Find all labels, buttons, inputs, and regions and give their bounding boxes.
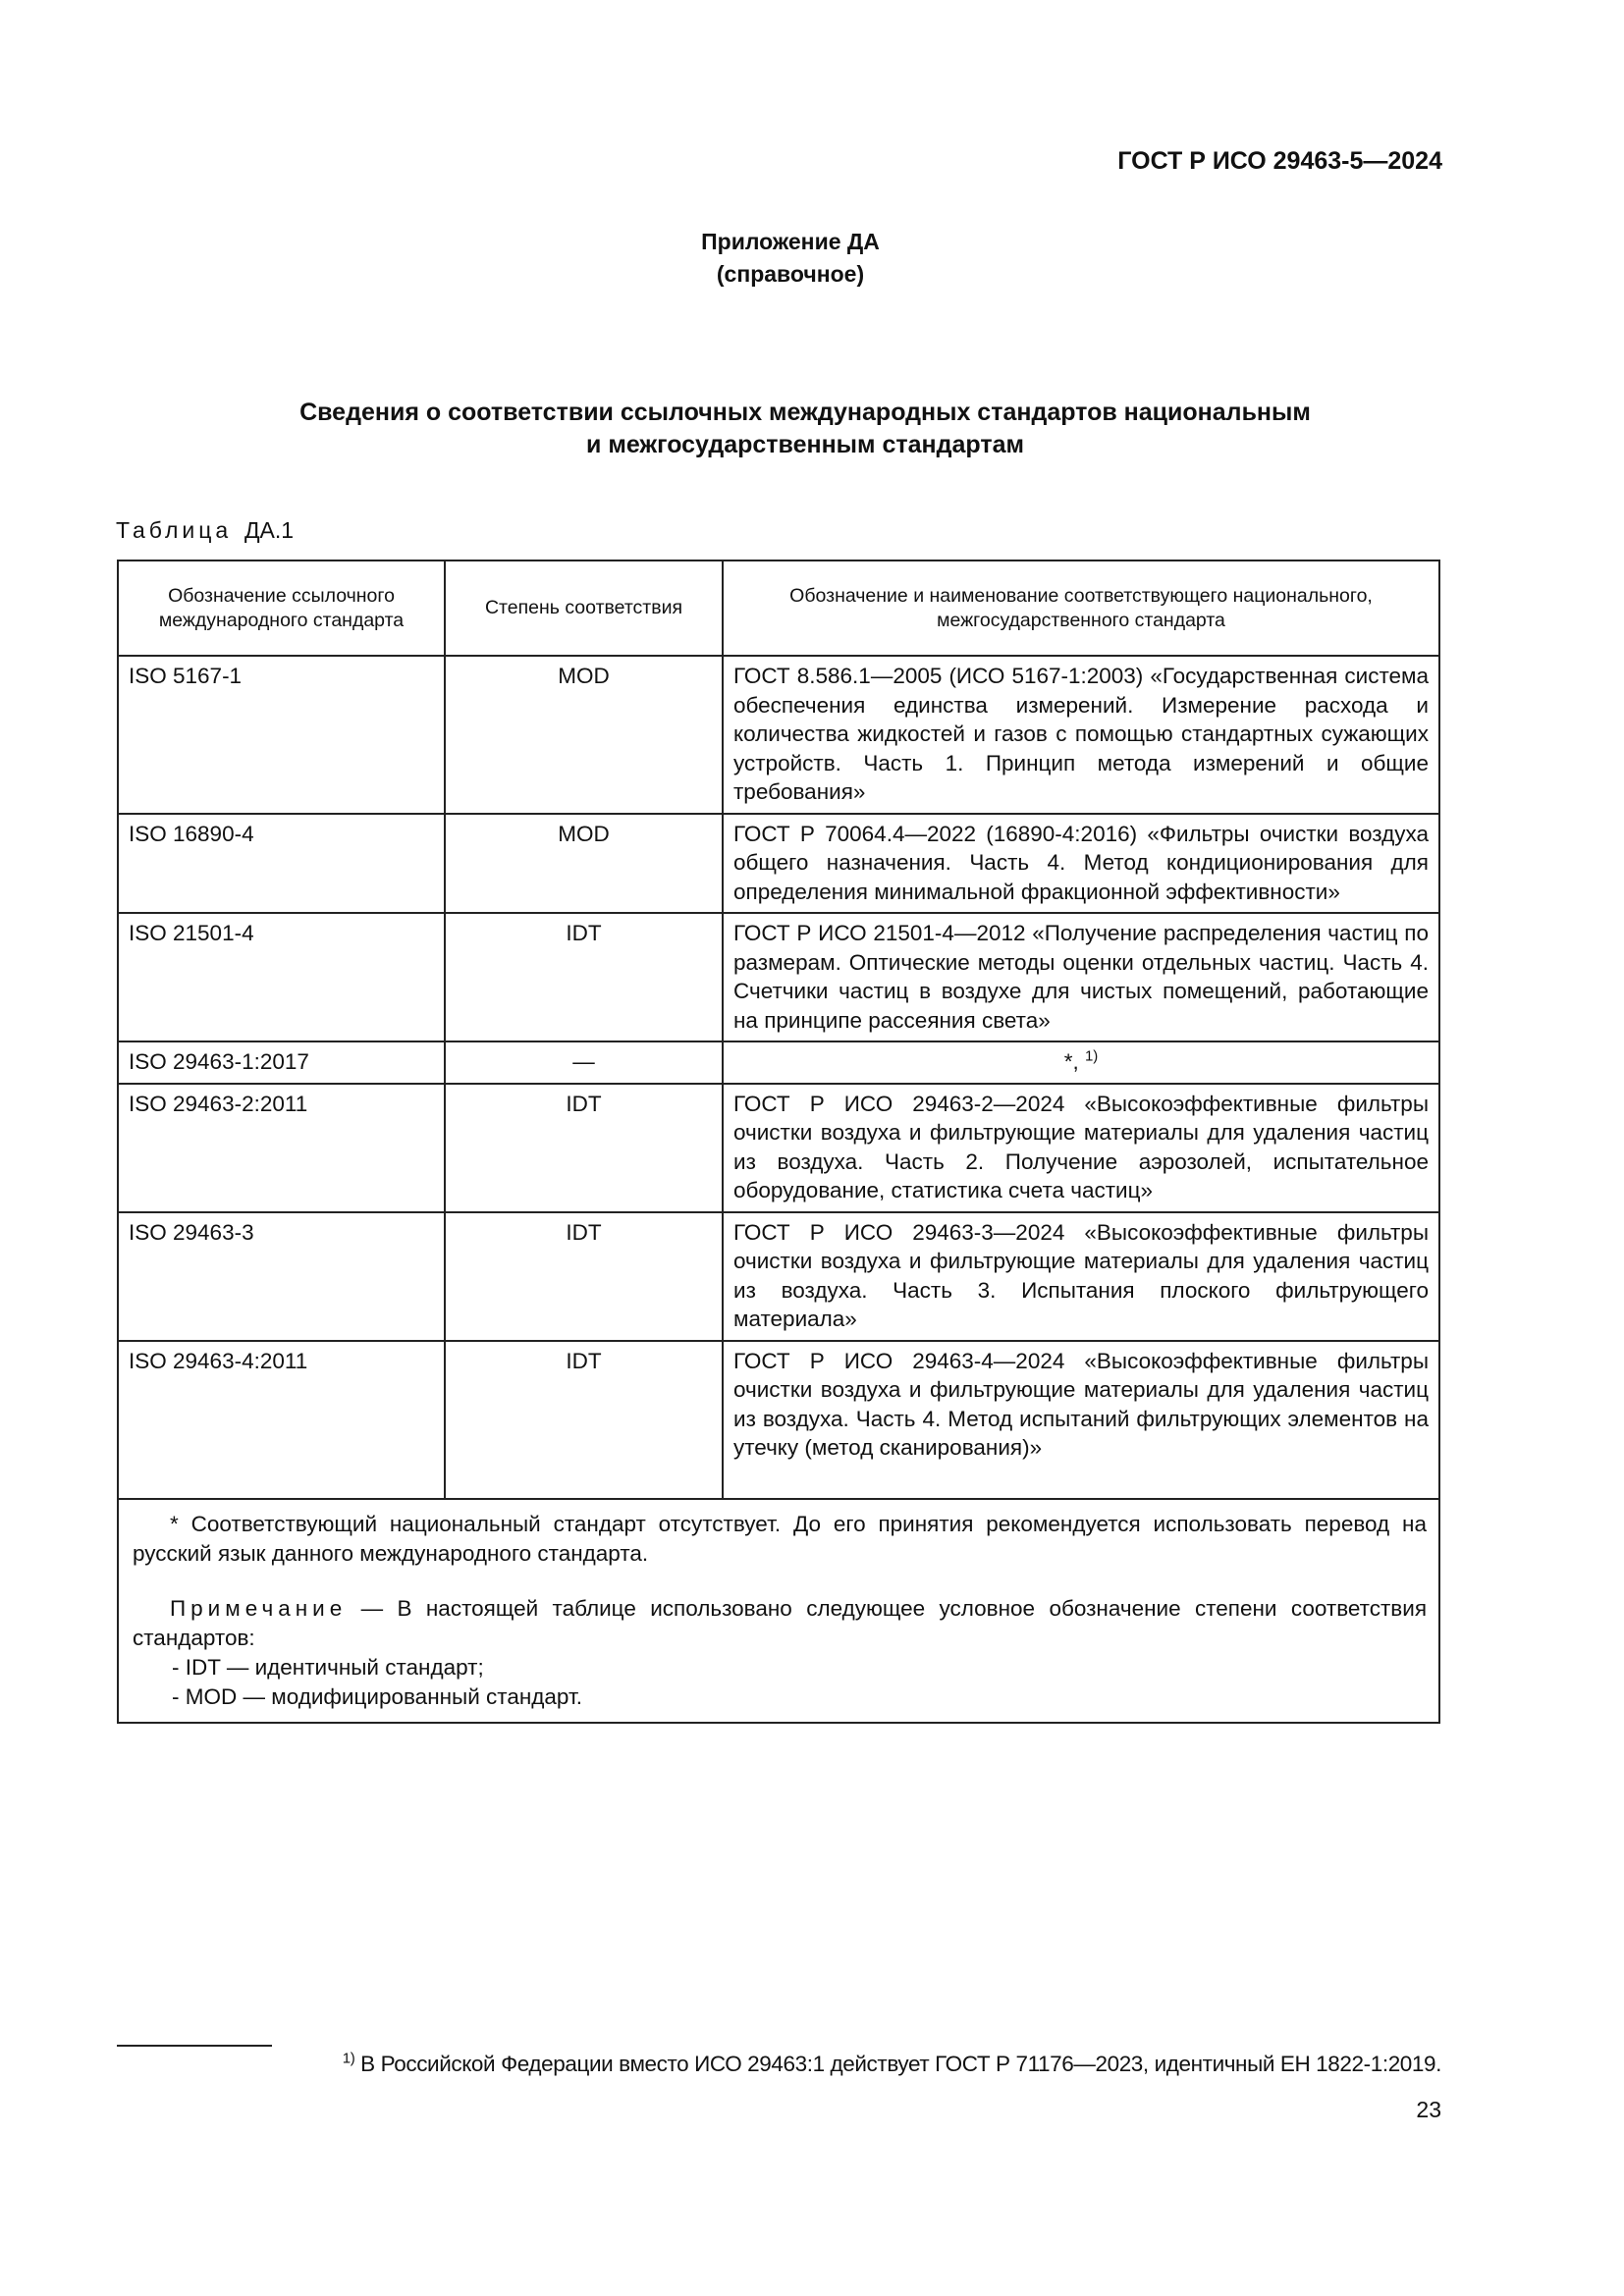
note-word: Примечание bbox=[170, 1595, 348, 1621]
note-text: — В настоящей таблице использовано следующее условное обозначение степени соответствия стандартов: bbox=[133, 1595, 1427, 1650]
table-notes bbox=[118, 1499, 1439, 1723]
header-national-standard: Обозначение и наименование соответствующего национального, межгосударственного стандарта bbox=[723, 561, 1439, 656]
missing-standard-marker: *, bbox=[1063, 1049, 1079, 1074]
table-row bbox=[118, 1041, 1439, 1084]
national-standard: ГОСТ 8.586.1—2005 (ИСО 5167-1:2003) «Государственная система обеспечения единства измерений. Измерение расхода и количества жидкостей и газов с помощью стандартных сужающих устройств. Часть 1. Принцип метода измерений и общие требования» bbox=[723, 656, 1439, 814]
section-title-line-1: Сведения о соответствии ссылочных международных стандартов национальным bbox=[299, 399, 1311, 426]
appendix-subtitle: (справочное) bbox=[716, 261, 865, 287]
table-row bbox=[118, 1212, 1439, 1341]
section-title bbox=[177, 397, 1434, 461]
reference-standard: ISO 29463-1:2017 bbox=[118, 1041, 445, 1084]
page-number: 23 bbox=[1416, 2097, 1441, 2122]
degree-of-correspondence: IDT bbox=[445, 913, 723, 1041]
degree-of-correspondence: IDT bbox=[445, 1212, 723, 1341]
reference-standard: ISO 29463-3 bbox=[118, 1212, 445, 1341]
note-paragraph bbox=[133, 1594, 1427, 1653]
reference-standard: ISO 16890-4 bbox=[118, 814, 445, 914]
footnote-reference[interactable]: 1) bbox=[1084, 1047, 1099, 1065]
degree-of-correspondence: IDT bbox=[445, 1341, 723, 1499]
table-caption-id: ДА.1 bbox=[244, 517, 295, 543]
footnote-text: В Российской Федерации вместо ИСО 29463:1 действует ГОСТ Р 71176—2023, идентичный ЕН 1822-1:2019. bbox=[354, 2052, 1441, 2076]
footnote bbox=[343, 2052, 1441, 2077]
table-row bbox=[118, 656, 1439, 814]
footnote-separator bbox=[117, 2045, 272, 2047]
table-row bbox=[118, 814, 1439, 914]
national-standard bbox=[723, 1041, 1439, 1084]
table-notes-row bbox=[118, 1499, 1439, 1723]
table-row bbox=[118, 1084, 1439, 1212]
section-title-line-2: и межгосударственным стандартам bbox=[586, 431, 1024, 458]
table-row bbox=[118, 1341, 1439, 1499]
degree-of-correspondence: MOD bbox=[445, 814, 723, 914]
appendix-title: Приложение ДА bbox=[701, 229, 880, 254]
national-standard: ГОСТ Р ИСО 21501-4—2012 «Получение распределения частиц по размерам. Оптические методы оценки отдельных частиц. Часть 4. Счетчики частиц в воздухе для чистых помещений, работающие на принципе рассеяния света» bbox=[723, 913, 1439, 1041]
appendix-heading bbox=[0, 226, 1581, 291]
degree-of-correspondence: MOD bbox=[445, 656, 723, 814]
footnote-marker: 1) bbox=[342, 2050, 355, 2067]
reference-standard: ISO 29463-4:2011 bbox=[118, 1341, 445, 1499]
note-list-item: - IDT — идентичный стандарт; bbox=[172, 1654, 484, 1680]
national-standard: ГОСТ Р ИСО 29463-2—2024 «Высокоэффективные фильтры очистки воздуха и фильтрующие материалы для удаления частиц из воздуха. Часть 2. Получение аэрозолей, испытательное оборудование, статистика счета частиц» bbox=[723, 1084, 1439, 1212]
reference-standard: ISO 29463-2:2011 bbox=[118, 1084, 445, 1212]
reference-standard: ISO 21501-4 bbox=[118, 913, 445, 1041]
table-row bbox=[118, 913, 1439, 1041]
degree-of-correspondence: IDT bbox=[445, 1084, 723, 1212]
document-code: ГОСТ Р ИСО 29463-5—2024 bbox=[1117, 147, 1442, 175]
correspondence-table bbox=[117, 560, 1440, 1724]
asterisk-note: * Соответствующий национальный стандарт отсутствует. До его принятия рекомендуется использовать перевод на русский язык данного международного стандарта. bbox=[133, 1511, 1427, 1566]
reference-standard: ISO 5167-1 bbox=[118, 656, 445, 814]
degree-of-correspondence: — bbox=[445, 1041, 723, 1084]
header-reference-standard: Обозначение ссылочного международного стандарта bbox=[118, 561, 445, 656]
national-standard: ГОСТ Р ИСО 29463-4—2024 «Высокоэффективные фильтры очистки воздуха и фильтрующие материалы для удаления частиц из воздуха. Часть 4. Метод испытаний фильтрующих элементов на утечку (метод сканирования)» bbox=[723, 1341, 1439, 1499]
table-caption-word: Таблица bbox=[116, 517, 233, 543]
table-caption bbox=[116, 517, 294, 544]
table-header-row bbox=[118, 561, 1439, 656]
national-standard: ГОСТ Р ИСО 29463-3—2024 «Высокоэффективные фильтры очистки воздуха и фильтрующие материалы для удаления частиц из воздуха. Часть 3. Испытания плоского фильтрующего материала» bbox=[723, 1212, 1439, 1341]
header-degree: Степень соответствия bbox=[445, 561, 723, 656]
note-list-item: - MOD — модифицированный стандарт. bbox=[172, 1683, 583, 1709]
national-standard: ГОСТ Р 70064.4—2022 (16890-4:2016) «Фильтры очистки воздуха общего назначения. Часть 4. Метод кондиционирования для определения минимальной фракционной эффективности» bbox=[723, 814, 1439, 914]
